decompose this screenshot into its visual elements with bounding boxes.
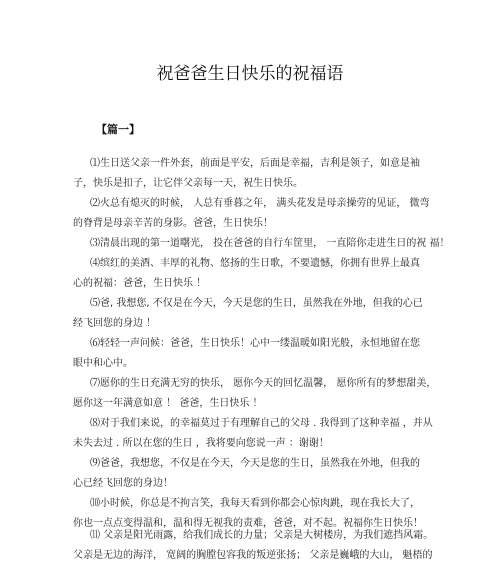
paragraph-line: 经飞回您的身边 ！ bbox=[73, 318, 157, 329]
document-title: 祝爸爸生日快乐的祝福语 bbox=[156, 64, 344, 84]
paragraph-line: 眼中和心中。 bbox=[73, 358, 133, 369]
paragraph-line: 父亲是无边的海洋， 宽阔的胸膛包容我的叛逆张扬； 父亲是巍峨的大山， 魁梧的 bbox=[73, 550, 433, 561]
paragraph-8 bbox=[73, 414, 433, 454]
paragraph-5 bbox=[73, 294, 433, 334]
paragraph-line: ⑾ 父亲是阳光雨露，给我们成长的力量；父亲是大树楼房，为我们遮挡风霜。 bbox=[90, 530, 434, 541]
paragraph-line: 未失去过 . 所以在您的生日 ，我将要向您说一声 ：谢谢！ bbox=[73, 438, 329, 449]
section-label: 【篇一】 bbox=[96, 123, 140, 136]
paragraph-line: ⑶清晨出现的第一道曙光， 投在爸爸的自行车筐里， 一直陪你走进生日的祝 福！ bbox=[90, 238, 450, 249]
paragraph-line: 子，快乐是扣子，让它伴父亲每一天，祝生日快乐。 bbox=[73, 178, 303, 189]
paragraph-line: ⑽小时候，你总是不拘言笑，我每天看到你都会心惊肉跳，现在我长大了， bbox=[90, 498, 420, 509]
paragraph-line: ⑼爸爸，我想您，不仅是在今天，今天是您的生日，虽然我在外地，但我的 bbox=[90, 458, 420, 469]
paragraph-line: 愿你这一年满意如意 ！ 爸爸，生日快乐 ！ bbox=[73, 398, 263, 409]
paragraph-line: ⑸爸, 我想您, 不仅是在今天，今天是您的生日，虽然我在外地，但我的心已 bbox=[90, 298, 423, 309]
paragraph-line: ⑵火总有熄灭的时候， 人总有垂暮之年， 满头花发是母亲操劳的见证， 微弯 bbox=[90, 198, 430, 209]
paragraph-line: 你也一点点变得温和，温和得无视我的责难，爸爸，对不起。祝福你生日快乐！ bbox=[73, 518, 423, 529]
paragraph-11 bbox=[73, 526, 433, 566]
paragraph-line: 心已经飞回您的身边！ bbox=[73, 478, 173, 489]
paragraph-line: ⑴生日送父亲一件外套，前面是平安，后面是幸福，吉利是领子，如意是袖 bbox=[90, 158, 420, 169]
paragraph-1 bbox=[73, 154, 433, 194]
paragraph-line: ⑷缤红的美酒、丰厚的礼物、悠扬的生日歌，不要遗憾，你拥有世界上最真 bbox=[90, 258, 420, 269]
paragraph-9 bbox=[73, 454, 433, 494]
paragraph-2 bbox=[73, 194, 433, 234]
paragraph-4 bbox=[73, 254, 433, 294]
paragraph-line: ⑻对于我们来说，的幸福莫过于有理解自己的父母 . 我得到了这种幸福 ，并从 bbox=[90, 418, 433, 429]
paragraph-line: 心的祝福：爸爸，生日快乐 ！ bbox=[73, 278, 207, 289]
paragraph-6 bbox=[73, 334, 433, 374]
paragraph-7 bbox=[73, 374, 437, 414]
paragraph-line: 的脊背是母亲辛苦的身影。爸爸，生日快乐！ bbox=[73, 218, 273, 229]
paragraph-line: ⑺愿你的生日充满无穷的快乐， 愿你今天的回忆温馨， 愿你所有的梦想甜美， bbox=[90, 378, 437, 389]
paragraph-line: ⑹轻轻一声问候：爸爸，生日快乐！心中一缕温暖如阳光般，永恒地留在您 bbox=[90, 338, 420, 349]
paragraph-3 bbox=[73, 234, 450, 254]
